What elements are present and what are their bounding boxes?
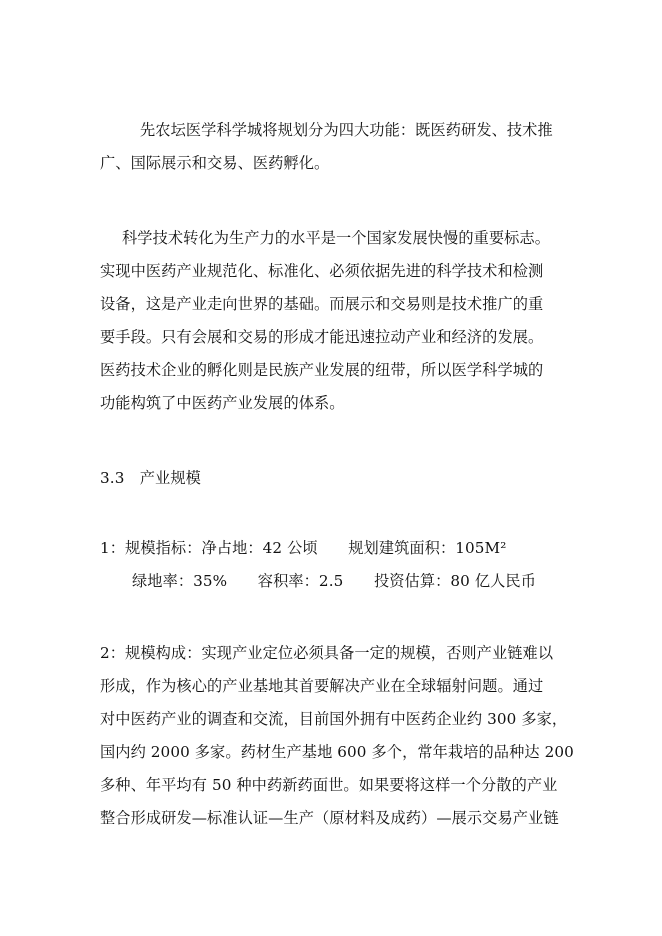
para4-line4: 国内约 2000 多家。药材生产基地 600 多个，常年栽培的品种达 200 (100, 743, 574, 761)
para4-line5: 多种、年平均有 50 种中药新药面世。如果要将这样一个分散的产业 (100, 776, 558, 794)
para4-line1: 2：规模构成：实现产业定位必须具备一定的规模，否则产业链难以 (100, 644, 554, 662)
para4-line3: 对中医药产业的调查和交流，目前国外拥有中医药企业约 300 多家， (100, 710, 568, 728)
para3-line2: 绿地率：35% 容积率：2.5 投资估算：80 亿人民币 (132, 572, 537, 590)
para2-line4: 要手段。只有会展和交易的形成才能迅速拉动产业和经济的发展。 (100, 328, 544, 346)
para4-line2: 形成，作为核心的产业基地其首要解决产业在全球辐射问题。通过 (100, 677, 544, 695)
section-heading: 3.3 产业规模 (100, 469, 201, 487)
para2-line6: 功能构筑了中医药产业发展的体系。 (100, 394, 345, 412)
para1-line2: 广、国际展示和交易、医药孵化。 (100, 154, 330, 172)
para3-line1: 1：规模指标：净占地：42 公顷 规划建筑面积：105M² (100, 539, 507, 557)
para2-line1: 科学技术转化为生产力的水平是一个国家发展快慢的重要标志。 (122, 229, 551, 247)
para2-line5: 医药技术企业的孵化则是民族产业发展的纽带，所以医学科学城的 (100, 361, 544, 379)
para2-line3: 设备，这是产业走向世界的基础。而展示和交易则是技术推广的重 (100, 295, 544, 313)
para1-line1: 先农坛医学科学城将规划分为四大功能：既医药研发、技术推 (140, 121, 553, 139)
para4-line6: 整合形成研发—标准认证—生产（原材料及成药）—展示交易产业链 (100, 809, 559, 827)
para2-line2: 实现中医药产业规范化、标准化、必须依据先进的科学技术和检测 (100, 262, 544, 280)
